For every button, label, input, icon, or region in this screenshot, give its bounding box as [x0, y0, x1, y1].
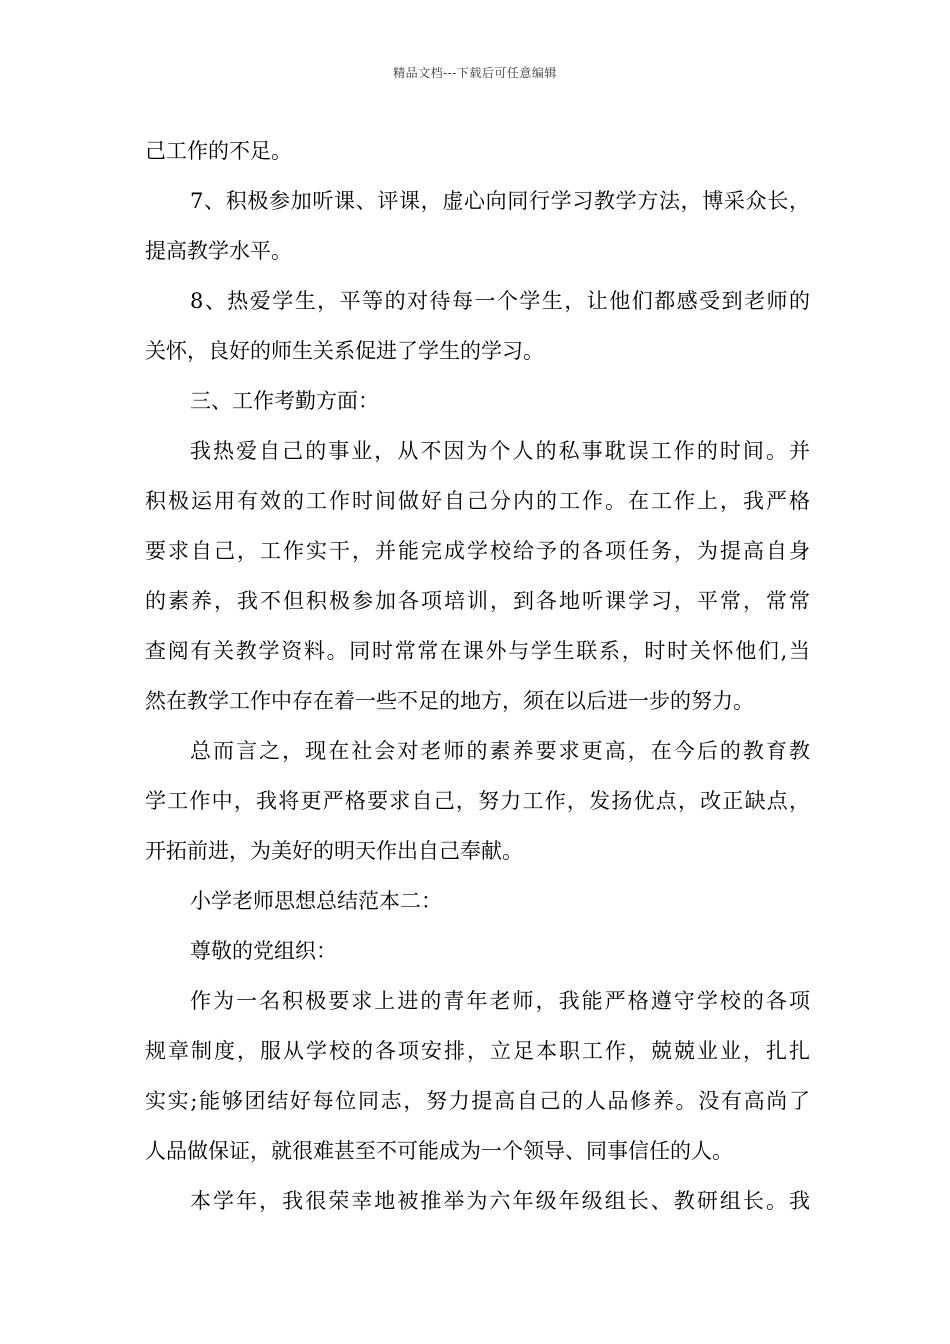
text-line: 我热爱自己的事业，从不因为个人的私事耽误工作的时间。并: [190, 439, 810, 463]
salutation: 尊敬的党组织：: [190, 939, 337, 963]
text-line: 然在教学工作中存在着一些不足的地方，须在以后进一步的努力。: [145, 689, 754, 713]
text-line: 作为一名积极要求上进的青年老师，我能严格遵守学校的各项: [190, 989, 810, 1013]
text-line: 的素养，我不但积极参加各项培训，到各地听课学习，平常，常常: [145, 589, 810, 613]
text-line: 要求自己，工作实干，并能完成学校给予的各项任务，为提高自身: [145, 539, 810, 563]
text-line: 己工作的不足。: [145, 139, 292, 163]
text-line: 学工作中，我将更严格要求自己，努力工作，发扬优点，改正缺点，: [145, 789, 810, 813]
text-line: 总而言之，现在社会对老师的素养要求更高，在今后的教育教: [190, 739, 810, 763]
text-line: 8、热爱学生，平等的对待每一个学生，让他们都感受到老师的: [190, 289, 810, 313]
section-heading: 三、工作考勤方面：: [190, 389, 379, 413]
document-body: [145, 126, 810, 1226]
page-header: 精品文档---下载后可任意编辑: [393, 66, 557, 80]
text-line: 开拓前进，为美好的明天作出自己奉献。: [145, 839, 523, 863]
text-line: 关怀，良好的师生关系促进了学生的学习。: [145, 339, 544, 363]
text-line: 积极运用有效的工作时间做好自己分内的工作。在工作上，我严格: [145, 489, 810, 513]
section-heading: 小学老师思想总结范本二：: [190, 889, 442, 913]
text-line: 人品做保证，就很难甚至不可能成为一个领导、同事信任的人。: [145, 1139, 733, 1163]
text-line: 本学年，我很荣幸地被推举为六年级年级组长、教研组长。我: [190, 1189, 810, 1213]
text-line: 规章制度，服从学校的各项安排，立足本职工作，兢兢业业，扎扎: [145, 1039, 810, 1063]
text-line: 查阅有关教学资料。同时常常在课外与学生联系，时时关怀他们,当: [145, 639, 810, 663]
text-line: 实实;能够团结好每位同志，努力提高自己的人品修养。没有高尚了: [145, 1089, 810, 1113]
text-line: 7、积极参加听课、评课，虚心向同行学习教学方法，博采众长，: [190, 189, 810, 213]
text-line: 提高教学水平。: [145, 239, 292, 263]
